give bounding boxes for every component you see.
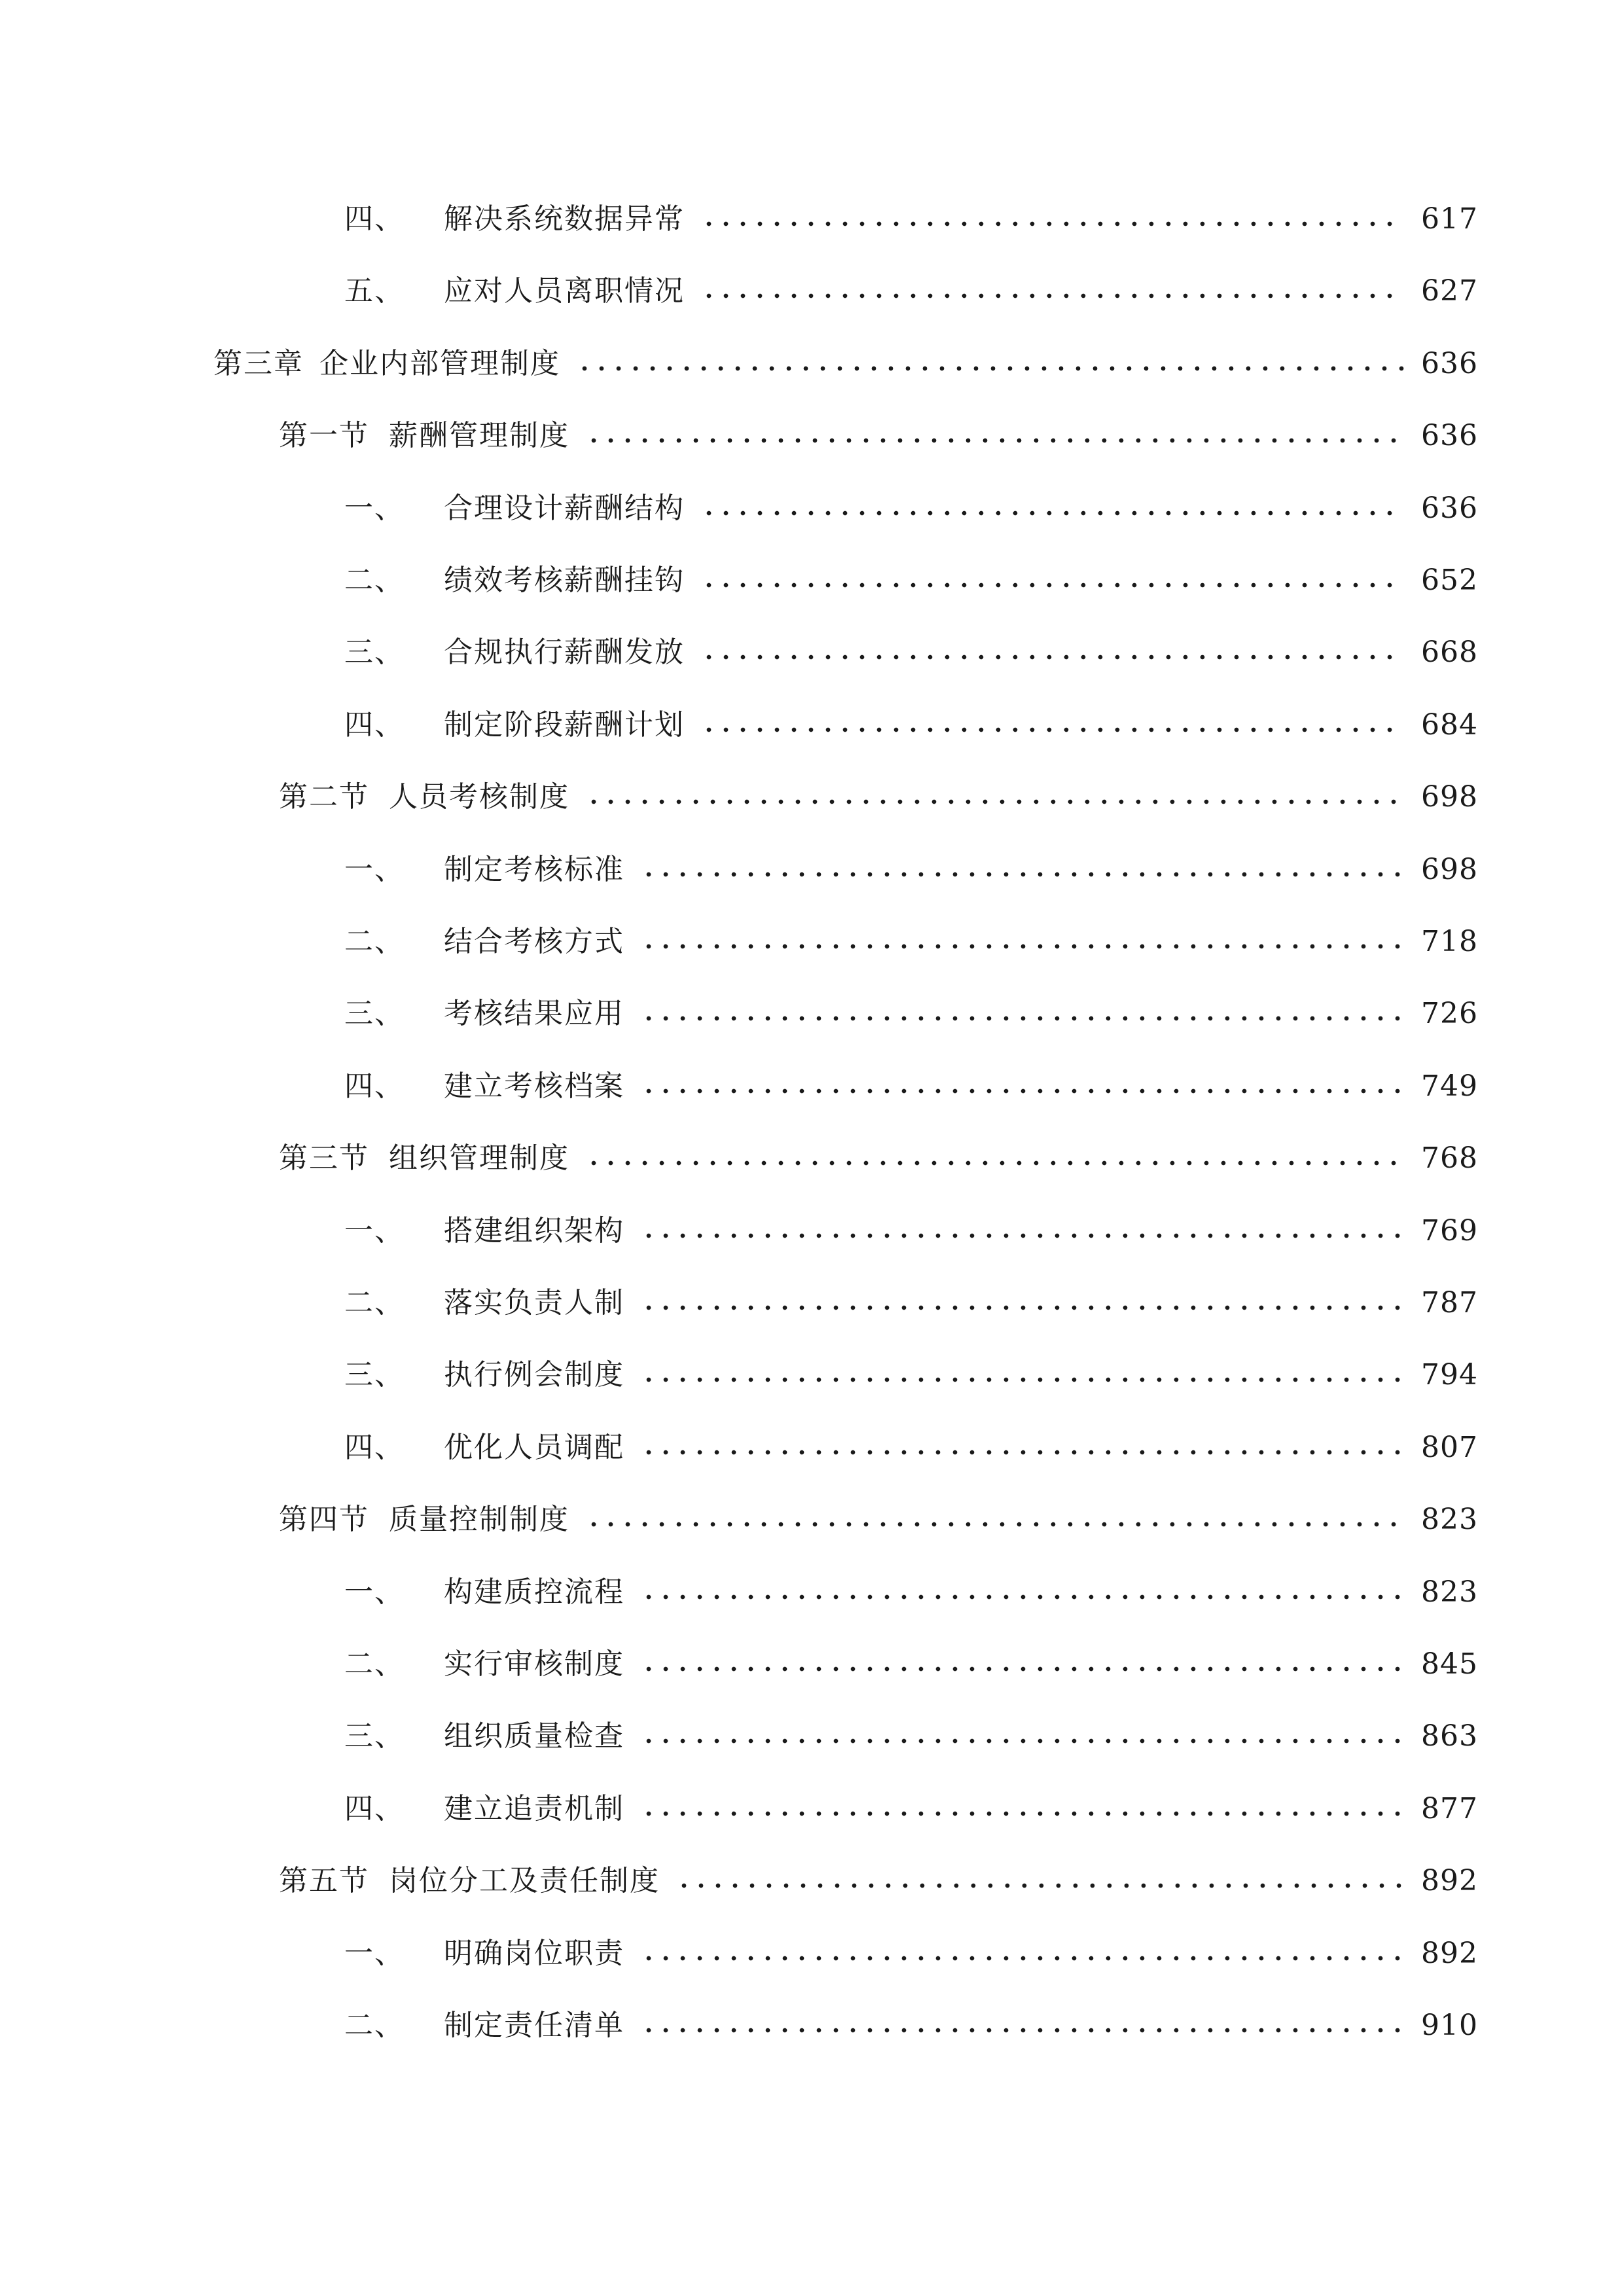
toc-entry-page-number: 794 <box>1421 1358 1478 1392</box>
dot-leader <box>585 799 1404 804</box>
toc-entry[interactable] <box>344 626 1478 679</box>
toc-entry-title: 制定考核标准 <box>444 852 624 886</box>
toc-entry-number: 第三节 <box>279 1141 369 1175</box>
dot-leader <box>640 2028 1404 2033</box>
toc-entry[interactable] <box>279 1855 1478 1907</box>
dot-leader <box>640 872 1404 877</box>
toc-entry-number: 一、 <box>344 491 405 525</box>
toc-entry-page-number: 749 <box>1421 1069 1478 1103</box>
toc-entry-title: 优化人员调配 <box>444 1430 624 1464</box>
toc-entry-number: 四、 <box>344 708 405 742</box>
dot-leader <box>640 1016 1404 1021</box>
toc-entry-page-number: 652 <box>1421 564 1478 597</box>
toc-entry[interactable] <box>344 1349 1478 1401</box>
toc-entry-page-number: 823 <box>1421 1575 1478 1609</box>
toc-entry-title: 企业内部管理制度 <box>319 346 560 380</box>
toc-entry[interactable] <box>279 1494 1478 1546</box>
toc-entry-page-number: 768 <box>1421 1141 1478 1175</box>
toc-entry-title: 建立考核档案 <box>444 1069 624 1103</box>
toc-entry-title: 建立追责机制 <box>444 1791 624 1825</box>
toc-entry-title: 制定阶段薪酬计划 <box>444 708 685 742</box>
toc-entry-title: 薪酬管理制度 <box>389 419 569 453</box>
toc-entry-title: 合规执行薪酬发放 <box>444 636 685 670</box>
dot-leader <box>585 438 1404 443</box>
toc-entry-page-number: 877 <box>1421 1791 1478 1825</box>
toc-entry-title: 质量控制制度 <box>389 1503 569 1537</box>
dot-leader <box>640 1594 1404 1600</box>
toc-entry[interactable] <box>279 771 1478 823</box>
toc-entry-page-number: 845 <box>1421 1647 1478 1681</box>
dot-leader <box>640 1233 1404 1238</box>
toc-entry[interactable] <box>344 1205 1478 1257</box>
toc-entry-title: 组织管理制度 <box>389 1141 569 1175</box>
dot-leader <box>576 366 1404 371</box>
toc-entry-page-number: 627 <box>1421 274 1478 308</box>
dot-leader <box>640 1811 1404 1816</box>
toc-entry-page-number: 910 <box>1421 2009 1478 2042</box>
toc-entry-page-number: 807 <box>1421 1430 1478 1464</box>
toc-entry[interactable] <box>279 1132 1478 1185</box>
toc-entry-number: 二、 <box>344 1286 405 1319</box>
dot-leader <box>700 511 1404 516</box>
toc-entry-number: 三、 <box>344 636 405 670</box>
toc-entry-page-number: 698 <box>1421 780 1478 814</box>
toc-entry-number: 一、 <box>344 1936 405 1970</box>
toc-entry-page-number: 636 <box>1421 491 1478 525</box>
toc-entry-title: 搭建组织架构 <box>444 1213 624 1247</box>
toc-entry-title: 结合考核方式 <box>444 925 624 958</box>
toc-entry-title: 绩效考核薪酬挂钩 <box>444 564 685 597</box>
dot-leader <box>640 1305 1404 1310</box>
toc-entry-number: 第一节 <box>279 419 369 453</box>
toc-entry-page-number: 636 <box>1421 346 1478 380</box>
toc-entry[interactable] <box>344 1566 1478 1619</box>
dot-leader <box>676 1883 1404 1888</box>
dot-leader <box>700 655 1404 660</box>
toc-entry-number: 一、 <box>344 1575 405 1609</box>
toc-entry-page-number: 787 <box>1421 1286 1478 1319</box>
dot-leader <box>700 221 1404 226</box>
toc-entry-number: 二、 <box>344 564 405 597</box>
toc-entry-title: 岗位分工及责任制度 <box>389 1864 660 1898</box>
toc-entry-page-number: 698 <box>1421 852 1478 886</box>
toc-entry[interactable] <box>344 844 1478 896</box>
toc-entry-title: 执行例会制度 <box>444 1358 624 1392</box>
toc-entry-page-number: 769 <box>1421 1213 1478 1247</box>
toc-entry-number: 四、 <box>344 1069 405 1103</box>
toc-entry-title: 落实负责人制 <box>444 1286 624 1319</box>
toc-entry[interactable] <box>344 916 1478 968</box>
toc-entry-page-number: 726 <box>1421 997 1478 1031</box>
toc-entry-page-number: 668 <box>1421 636 1478 670</box>
toc-entry-number: 二、 <box>344 2009 405 2042</box>
toc-entry[interactable] <box>344 1638 1478 1691</box>
toc-entry-number: 一、 <box>344 1213 405 1247</box>
toc-entry-number: 四、 <box>344 1791 405 1825</box>
toc-entry-title: 构建质控流程 <box>444 1575 624 1609</box>
toc-entry-number: 四、 <box>344 1430 405 1464</box>
toc-entry[interactable] <box>344 1783 1478 1835</box>
dot-leader <box>640 1377 1404 1382</box>
toc-entry[interactable] <box>344 1060 1478 1113</box>
toc-entry-number: 三、 <box>344 1719 405 1753</box>
dot-leader <box>640 1666 1404 1672</box>
toc-entry-number: 第三章 <box>213 346 304 380</box>
toc-entry[interactable] <box>344 482 1478 535</box>
toc-entry-title: 应对人员离职情况 <box>444 274 685 308</box>
dot-leader <box>640 1088 1404 1094</box>
toc-entry-title: 解决系统数据异常 <box>444 202 685 236</box>
toc-entry-title: 人员考核制度 <box>389 780 569 814</box>
toc-entry[interactable] <box>344 1422 1478 1474</box>
dot-leader <box>585 1160 1404 1166</box>
toc-entry[interactable] <box>213 338 1478 390</box>
toc-entry[interactable] <box>344 554 1478 607</box>
dot-leader <box>700 583 1404 588</box>
toc-entry-page-number: 892 <box>1421 1864 1478 1898</box>
toc-entry-title: 制定责任清单 <box>444 2009 624 2042</box>
toc-entry[interactable] <box>344 1928 1478 1980</box>
toc-entry-number: 三、 <box>344 997 405 1031</box>
toc-entry-title: 明确岗位职责 <box>444 1936 624 1970</box>
toc-entry[interactable] <box>344 2000 1478 2052</box>
toc-entry[interactable] <box>344 699 1478 751</box>
toc-entry[interactable] <box>344 1277 1478 1329</box>
toc-entry[interactable] <box>344 1710 1478 1763</box>
dot-leader <box>640 1956 1404 1961</box>
toc-entry-number: 第五节 <box>279 1864 369 1898</box>
dot-leader <box>640 944 1404 949</box>
toc-entry-number: 二、 <box>344 925 405 958</box>
dot-leader <box>700 727 1404 732</box>
toc-entry[interactable] <box>344 988 1478 1040</box>
toc-entry-title: 组织质量检查 <box>444 1719 624 1753</box>
toc-entry[interactable] <box>344 193 1478 245</box>
toc-entry-page-number: 718 <box>1421 925 1478 958</box>
toc-entry-number: 第二节 <box>279 780 369 814</box>
toc-entry-number: 一、 <box>344 852 405 886</box>
dot-leader <box>585 1522 1404 1527</box>
toc-entry-number: 二、 <box>344 1647 405 1681</box>
toc-entry[interactable] <box>279 410 1478 462</box>
toc-entry-page-number: 863 <box>1421 1719 1478 1753</box>
toc-entry-title: 考核结果应用 <box>444 997 624 1031</box>
toc-entry-page-number: 823 <box>1421 1503 1478 1537</box>
toc-entry-page-number: 617 <box>1421 202 1478 236</box>
toc-entry-page-number: 636 <box>1421 419 1478 453</box>
toc-entry-number: 第四节 <box>279 1503 369 1537</box>
toc-entry-page-number: 892 <box>1421 1936 1478 1970</box>
dot-leader <box>640 1450 1404 1455</box>
toc-entry-title: 合理设计薪酬结构 <box>444 491 685 525</box>
toc-entry-number: 五、 <box>344 274 405 308</box>
toc-entry-title: 实行审核制度 <box>444 1647 624 1681</box>
dot-leader <box>640 1738 1404 1744</box>
dot-leader <box>700 293 1404 298</box>
toc-entry-number: 四、 <box>344 202 405 236</box>
toc-entry-page-number: 684 <box>1421 708 1478 742</box>
toc-entry-number: 三、 <box>344 1358 405 1392</box>
toc-entry[interactable] <box>344 265 1478 317</box>
